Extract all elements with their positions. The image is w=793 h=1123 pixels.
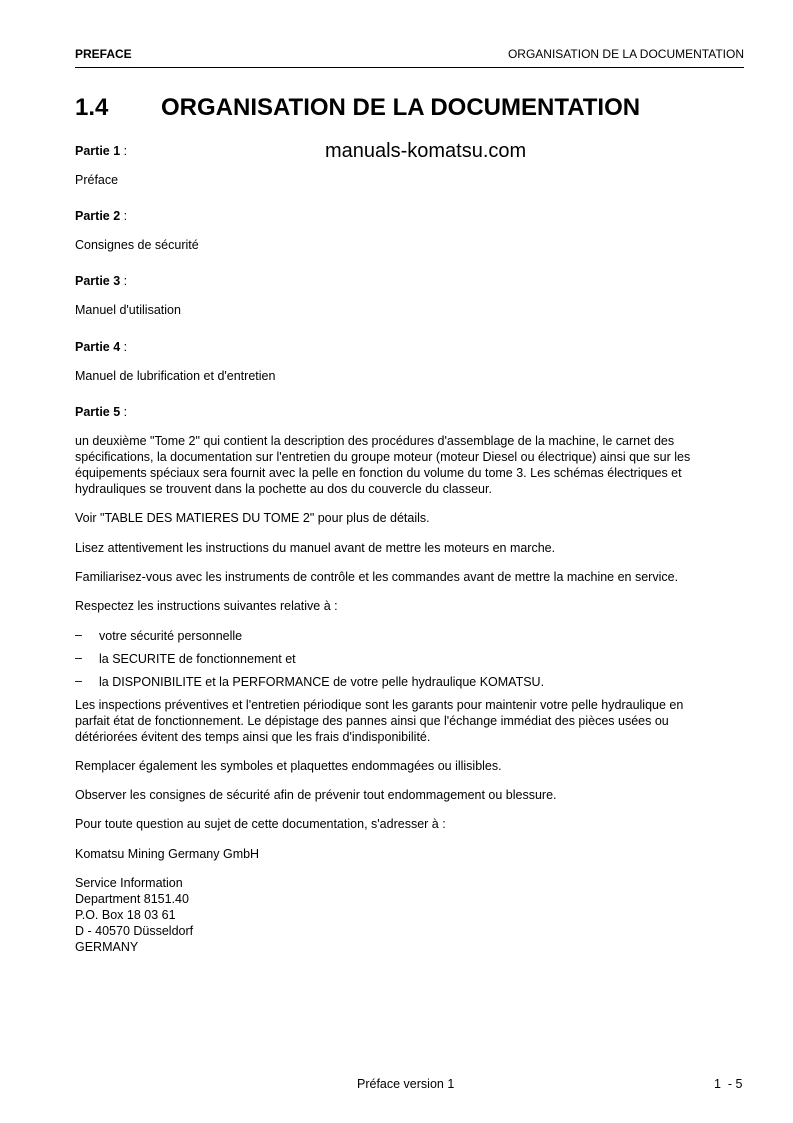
address-line: GERMANY: [75, 940, 139, 954]
text-line: parfait état de fonctionnement. Le dépistage des pannes ainsi que l'échange immédiat des pièces usées ou: [75, 714, 669, 728]
part-4-text: Manuel de lubrification et d'entretien: [75, 369, 276, 383]
company-name: Komatsu Mining Germany GmbH: [75, 847, 260, 861]
list-item: la DISPONIBILITE et la PERFORMANCE de votre pelle hydraulique KOMATSU.: [99, 675, 545, 689]
address-block: [75, 875, 193, 955]
address-line: Service Information: [75, 876, 183, 890]
list-item: la SECURITE de fonctionnement et: [99, 652, 296, 666]
paragraph: Observer les consignes de sécurité afin de prévenir tout endommagement ou blessure.: [75, 788, 557, 802]
text-line: Les inspections préventives et l'entretien périodique sont les garants pour maintenir votre pelle hydraulique en: [75, 698, 684, 712]
part-5-heading: [75, 404, 127, 420]
section-number: 1.4: [75, 94, 109, 121]
part-2-heading: [75, 208, 127, 224]
list-dash: –: [75, 674, 82, 688]
header-right: ORGANISATION DE LA DOCUMENTATION: [507, 47, 744, 61]
watermark: manuals-komatsu.com: [325, 140, 527, 162]
text-line: équipements spéciaux sera fournit avec la pelle en fonction du volume du tome 3. Les schémas électriques et: [75, 466, 682, 480]
maintenance-paragraph: [75, 697, 683, 745]
paragraph: Pour toute question au sujet de cette documentation, s'adresser à :: [75, 817, 446, 831]
colon: :: [120, 144, 128, 158]
tome2-paragraph: [75, 433, 690, 497]
list-dash: –: [75, 651, 82, 665]
address-line: D - 40570 Düsseldorf: [75, 924, 194, 938]
text-line: un deuxième "Tome 2" qui contient la description des procédures d'assemblage de la machine, le carnet des: [75, 434, 675, 448]
paragraph: Voir "TABLE DES MATIERES DU TOME 2" pour plus de détails.: [75, 511, 430, 525]
part-label: Partie 5: [75, 405, 121, 419]
header-left: PREFACE: [75, 47, 132, 61]
text-line: spécifications, la documentation sur l'entretien du groupe moteur (moteur Diesel ou électrique) ainsi que sur les: [75, 450, 691, 464]
part-label: Partie 2: [75, 209, 121, 223]
part-3-heading: [75, 273, 127, 289]
text-line: hydrauliques se trouvent dans la pochette au dos du couvercle du classeur.: [75, 482, 492, 496]
header-divider: [75, 67, 744, 68]
paragraph: Familiarisez-vous avec les instruments de contrôle et les commandes avant de mettre la machine en service.: [75, 570, 679, 584]
part-1-text: Préface: [75, 173, 119, 187]
part-2-text: Consignes de sécurité: [75, 238, 199, 252]
paragraph: Remplacer également les symboles et plaquettes endommagées ou illisibles.: [75, 759, 502, 773]
text-line: détériorées évitent des temps ainsi que les frais d'indisponibilité.: [75, 730, 431, 744]
list-dash: –: [75, 628, 82, 642]
section-title: ORGANISATION DE LA DOCUMENTATION: [161, 94, 641, 121]
colon: :: [120, 405, 128, 419]
part-4-heading: [75, 339, 127, 355]
list-item: votre sécurité personnelle: [99, 629, 243, 643]
footer-version: Préface version 1: [357, 1077, 455, 1091]
address-line: P.O. Box 18 03 61: [75, 908, 176, 922]
paragraph: Respectez les instructions suivantes relative à :: [75, 599, 338, 613]
colon: :: [120, 340, 128, 354]
colon: :: [120, 274, 128, 288]
colon: :: [120, 209, 128, 223]
part-label: Partie 3: [75, 274, 121, 288]
address-line: Department 8151.40: [75, 892, 189, 906]
paragraph: Lisez attentivement les instructions du manuel avant de mettre les moteurs en marche.: [75, 541, 556, 555]
part-3-text: Manuel d'utilisation: [75, 303, 181, 317]
part-label: Partie 1: [75, 144, 121, 158]
part-1-heading: [75, 143, 127, 159]
part-label: Partie 4: [75, 340, 121, 354]
page-number: 1 - 5: [714, 1077, 743, 1091]
